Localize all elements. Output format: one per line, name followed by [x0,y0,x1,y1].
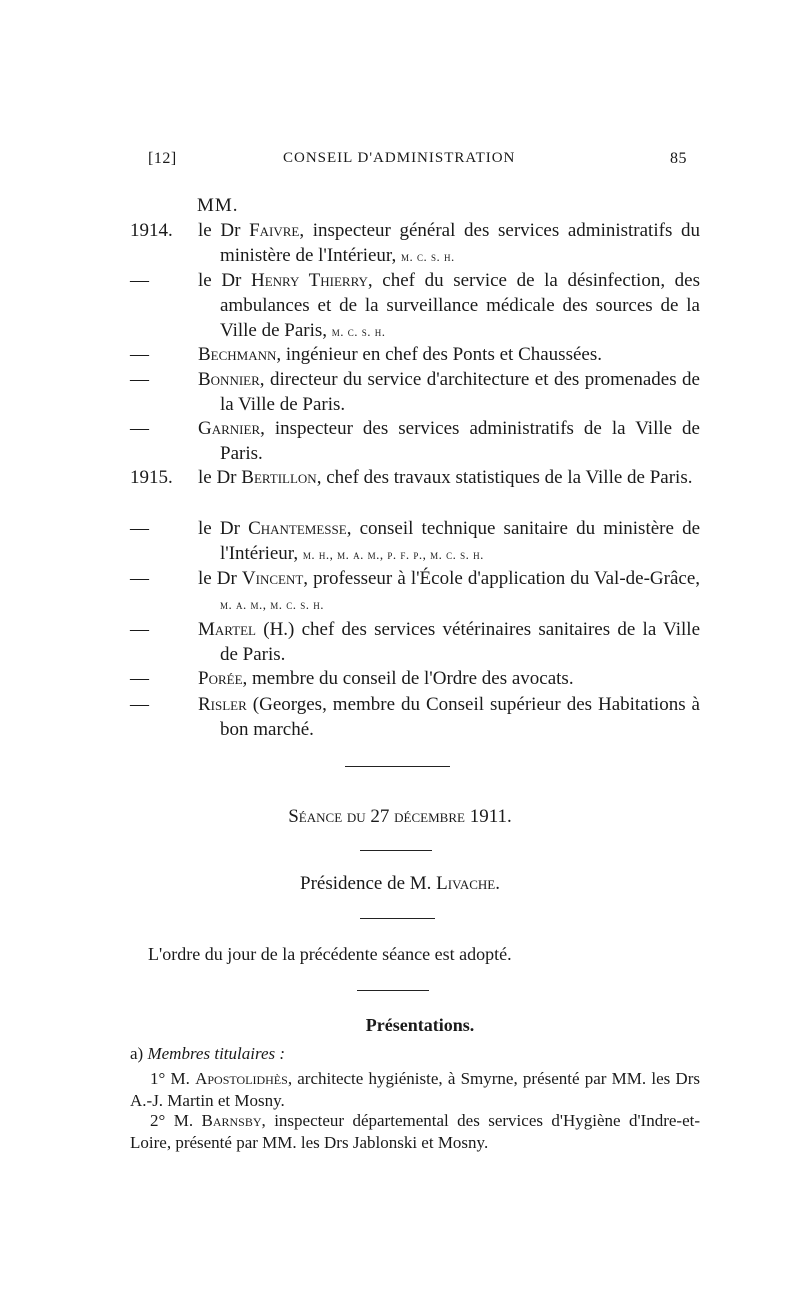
entry-year: — [130,694,149,715]
section-divider [345,766,450,767]
presentation-item: 1° M. Apostolidhès, architecte hygiéniste, à Smyrne, présenté par MM. les Drs A.-J. Martin et Mosny. [130,1069,700,1110]
member-entry: — le Dr Henry Thierry, chef du service de la désinfection, des ambulances et de la surveillance médicale des sources de la Ville de Paris, m. c. s. h. [130,270,700,341]
member-entry: — Porée, membre du conseil de l'Ordre des avocats. [130,668,574,689]
member-entry: — Garnier, inspecteur des services administratifs de la Ville de Paris. [130,418,700,464]
entry-year: — [130,668,149,689]
member-entry: 1915. le Dr Bertillon, chef des travaux statistiques de la Ville de Paris. [130,467,693,488]
member-name: Martel [198,619,256,640]
entry-year: — [130,344,149,365]
divider [360,918,435,919]
entry-year: — [130,619,149,640]
seance-heading: Séance du 27 décembre 1911. [288,806,512,827]
entry-year: — [130,418,149,439]
member-name: Bonnier [198,369,260,390]
ordre-du-jour: L'ordre du jour de la précédente séance est adopté. [148,944,512,964]
entry-year: 1914. [130,220,173,241]
member-entry: — Martel (H.) chef des services vétérinaires sanitaires de la Ville de Paris. [130,619,700,665]
page-tag: [12] [148,150,177,167]
member-name: Garnier [198,418,261,439]
presentations-subhead: a) Membres titulaires : [130,1044,286,1063]
mm-label: MM. [197,195,239,216]
entry-year: — [130,568,149,589]
page-number: 85 [670,150,687,167]
member-entry: — Risler (Georges, membre du Conseil supérieur des Habitations à bon marché. [130,694,700,740]
presentation-item: 2° M. Barnsby, inspecteur départemental des services d'Hygiène d'Indre-et-Loire, présenté par MM. les Drs Jablonski et Mosny. [130,1111,700,1152]
member-titles: m. h., m. a. m., p. f. p., m. c. s. h. [302,547,484,562]
member-name: Chantemesse [248,518,347,539]
member-name: Faivre [249,220,300,241]
member-name: Bertillon [241,467,317,488]
presentations-title: Présentations. [365,1015,475,1035]
member-name: Henry Thierry [250,270,368,291]
entry-year: — [130,369,149,390]
running-title: CONSEIL D'ADMINISTRATION [283,150,516,166]
divider [357,990,429,991]
member-name: Bechmann [198,344,277,365]
member-name: Risler [198,694,247,715]
member-name: Porée [198,668,243,689]
member-entry: — Bonnier, directeur du service d'architecture et des promenades de la Ville de Paris. [130,369,700,415]
presidence-line: Présidence de M. Livache. [300,873,500,894]
member-titles: m. a. m., m. c. s. h. [220,597,325,612]
member-entry: — le Dr Vincent, professeur à l'École d'application du Val-de-Grâce, m. a. m., m. c. s. h. [130,568,700,612]
entry-year: — [130,518,149,539]
member-entry: — le Dr Chantemesse, conseil technique sanitaire du ministère de l'Intérieur, m. h., m. a. m., p. f. p., m. c. s. h. [130,518,700,564]
entry-year: — [130,270,149,291]
member-entry: 1914. le Dr Faivre, inspecteur général des services administratifs du ministère de l'Intérieur, m. c. s. h. [130,220,700,266]
entry-year: 1915. [130,467,173,488]
member-name: Vincent [241,568,304,589]
member-entry: — Bechmann, ingénieur en chef des Ponts et Chaussées. [130,344,602,365]
member-titles: m. c. s. h. [400,249,455,264]
divider [360,850,432,851]
member-titles: m. c. s. h. [331,324,386,339]
